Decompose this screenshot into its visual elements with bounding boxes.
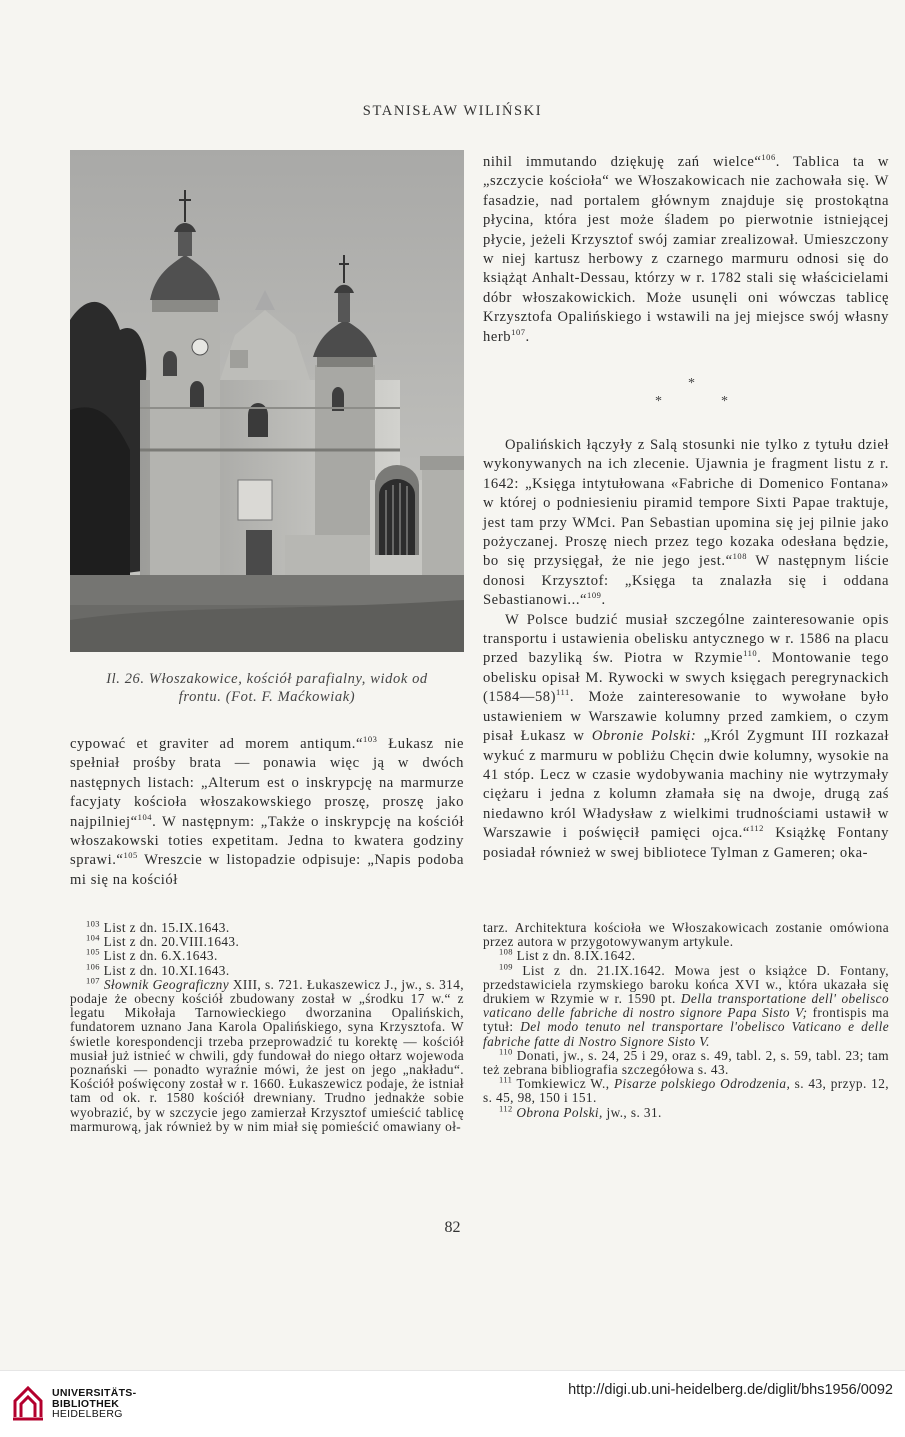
- left-footnotes: [70, 918, 464, 1134]
- figure-caption: [70, 670, 464, 706]
- church-photograph: [70, 150, 464, 652]
- footnote-ref: 103: [363, 734, 378, 745]
- right-column-top: [483, 153, 889, 347]
- right-column-main: [483, 436, 889, 863]
- footnote-ref: 105: [123, 850, 138, 861]
- footnote-105: $^{105}$ List z dn. 6.X.1643.: [86, 946, 218, 964]
- footnote-109: $^{109}$ List z dn. 21.IX.1642. Mowa jest o książce D. Fontany, przedstawiciela rzymskiego baroku końca XVI w., która ukazała się drukiem w Rzymie w r. 1590 pt. Della transportatione dell' obelisco vaticano delle fabriche di nostro signore Papa Sisto V; frontispis ma tytuł: Del modo tenuto nel transportare l'obelisco Vaticano e delle fabriche fatte di Nostro Signore Sisto V.: [483, 961, 889, 1049]
- paragraph: nihil immutando dziękuję zań wielce“$^{106}$. Tablica ta w „szczycie kościoła“ we Włoszakowicach nie zachowała się. W fasadzie, nad portalem głównym znajduje się prostokątna płycina, która jest może śladem po pierwotnie istniejącej płycie, jeżeli Krzysztof swój zamiar zrealizował. Umieszczony w niej kartusz herbowy z czarnego marmuru odnosi się do książąt Anhalt-Dessau, którzy w r. 1782 stali się właścicielami dóbr włoszakowickich. Może usunęli oni wówczas tablicę Krzysztofa Opalińskiego i wstawili na jej miejsce swój własny herb$^{107}$.: [483, 152, 889, 345]
- footnote-110: $^{110}$ Donati, jw., s. 24, 25 i 29, oraz s. 49, tabl. 2, s. 59, tabl. 23; tam też zebrana bibliografia szczegółowa s. 43.: [483, 1046, 889, 1078]
- paragraph: Opalińskich łączyły z Salą stosunki nie tylko z tytułu dzieł wykonywanych na ich zlecenie. Ujawnia je fragment listu z r. 1642: „Księga intytułowana «Fabriche di Domenico Fontana» w której o podniesieniu piramid tempore Sixti Papae traktuje, jest tam przy WMci. Pan Sebastian upomina się jej pilnie jako pożyczanej. Proszę niech przez tego kozaka odesłana będzie, bo się przysięgał, że nie jego jest.“$^{108}$ W następnym liście donosi Krzysztof: „Księga ta znalazła się i oddana Sebastianowi...“$^{109}$.: [483, 437, 890, 609]
- caption-line-1: Il. 26. Włoszakowice, kościół parafialny, widok od: [106, 671, 428, 687]
- viewer-footer: [0, 1370, 905, 1437]
- footnote-112: $^{112}$ Obrona Polski, jw., s. 31.: [499, 1103, 662, 1120]
- paragraph: cypować et graviter ad morem antiqum.“$^{103}$ Łukasz nie spełniał prośby brata — ponawia więc ją w dwóch następnych listach: „Alterum est o inskrypcję na marmurze facyjaty kościoła włoszakowskiego proszę, proszę jako najpilniej“$^{104}$. W następnym: „Także o inskrypcję na kościół włoszakowski toties expetitam. Jedna to kwatera godziny sprawi.“$^{105}$ Wreszcie w listopadzie odpisuje: „Napis podoba mi się na kościół: [70, 734, 464, 888]
- permalink-url[interactable]: http://digi.ub.uni-heidelberg.de/diglit/bhs1956/0092: [568, 1382, 893, 1398]
- footnote-ref: 109: [587, 590, 602, 601]
- footnote-ref: 104: [137, 811, 153, 822]
- footnote-103: $^{103}$ List z dn. 15.IX.1643.: [86, 918, 230, 935]
- page-number: 82: [444, 1219, 461, 1236]
- running-header: STANISŁAW WILIŃSKI: [362, 103, 543, 119]
- footnote-ref: 111: [556, 687, 570, 698]
- footnote-ref: 112: [749, 823, 764, 834]
- footnote-ref: 108: [732, 551, 748, 562]
- university-library-logo-icon: [12, 1381, 45, 1422]
- right-footnotes: [483, 921, 889, 1120]
- library-name: UNIVERSITÄTS- BIBLIOTHEK HEIDELBERG: [52, 1387, 137, 1420]
- footnote-104: $^{104}$ List z dn. 20.VIII.1643.: [86, 932, 240, 950]
- footnote-ref: 110: [743, 648, 758, 659]
- footnote-108: $^{108}$ List z dn. 8.IX.1642.: [499, 946, 636, 964]
- footnote-ref: 107: [511, 326, 526, 337]
- footnote-106: $^{106}$ List z dn. 10.XI.1643.: [86, 961, 230, 978]
- footnote-111: $^{111}$ Tomkiewicz W., Pisarze polskiego Odrodzenia, s. 43, przyp. 12, s. 45, 98, 150 i 151.: [483, 1074, 889, 1106]
- caption-line-2: frontu. (Fot. F. Maćkowiak): [178, 689, 356, 705]
- footnote-107: $^{107}$ Słownik Geograficzny XIII, s. 721. Łukaszewicz J., jw., s. 314, podaje że obecny kościół zbudowany został w „środku 17 w.“ z legatu Mikołaja Tarnowieckiego dworzanina Opalińskich, fundatorem uznano Jana Karola Opalińskiego, syna Krzysztofa. W świetle korespondencji trzeba przeprowadzić tu korektę — kościół musiał już istnieć w chwili, gdy fundował do niego ołtarz wojewoda poznański — ponadto wyraźnie mówi, że jest on jego „nakładu“. Kościół poświęcony został w r. 1660. Łukaszewicz podaje, że istniał tam od ok. r. 1580 kościół drewniany. Trudno jednakże sobie wyobrazić, by w szczycie jego zamierzał Krzysztof umieścić tablicę marmurową, jak również by w nim miał się pomieścić omawiany oł-: [70, 975, 464, 1134]
- section-separator-asterisks: * * *: [655, 376, 728, 409]
- footnote-ref: 106: [761, 152, 776, 163]
- footnote-continuation: tarz. Architektura kościoła we Włoszakowicach zostanie omówiona przez autora w przygotowywanym artykule.: [483, 920, 889, 950]
- paragraph: W Polsce budzić musiał szczególne zainteresowanie opis transportu i ustawienia obelisku antycznego w r. 1586 na placu przed bazyliką św. Piotra w Rzymie$^{110}$. Montowanie tego obelisku opisał M. Rywocki w swych księgach peregrynackich (1584—58)$^{111}$. Może zainteresowanie to wywołane było ustawieniem w Warszawie kolumny przed zamkiem, o czym pisał Łukasz w Obronie Polski: „Król Zygmunt III rozkazał wykuć z marmuru w pobliżu Chęcin dwie kolumny, wysokie na 41 stóp. Lecz w czasie wydobywania machiny nie wytrzymały ciężaru i jedna z kolumn złamała się na dwoje, drugą zaś niedawno król Władysław z wielkimi trudnościami ustawił w Warszawie i poświęcił pamięci ojca.“$^{112}$ Książkę Fontany posiadał również w swej bibliotece Tylman z Gameren; oka-: [483, 611, 889, 861]
- left-column-text: [70, 735, 464, 890]
